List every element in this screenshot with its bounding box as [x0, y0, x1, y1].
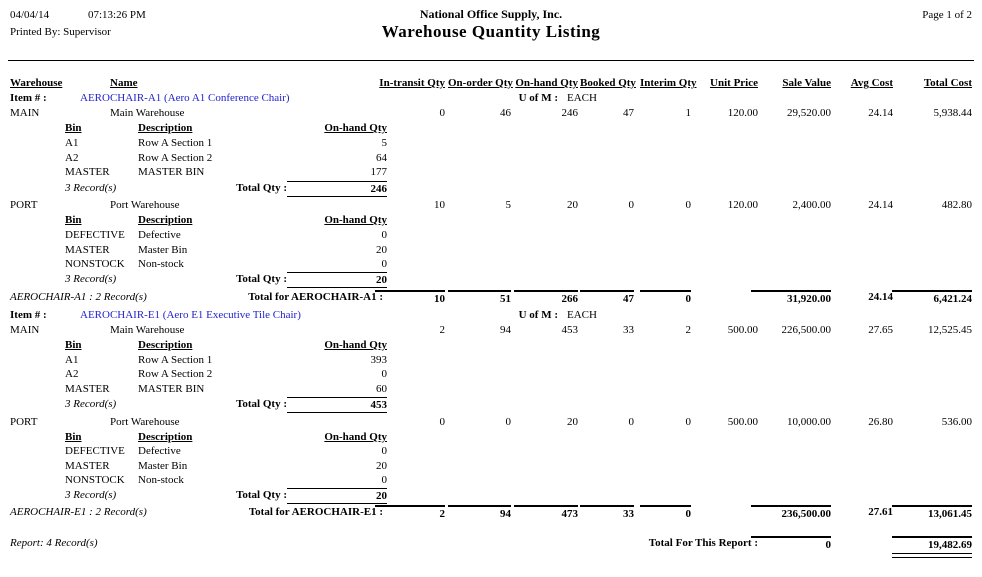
- warehouse-name: Main Warehouse: [110, 107, 185, 119]
- avg-cost: 26.80: [868, 416, 893, 428]
- total-qty-value: 20: [287, 272, 387, 288]
- summary-in-transit: 10: [375, 290, 445, 306]
- warehouse-name: Port Warehouse: [110, 199, 180, 211]
- bin-code: A1: [65, 137, 79, 149]
- summary-interim: 0: [640, 290, 691, 306]
- item-link[interactable]: AEROCHAIR-E1 (Aero E1 Executive Tile Chair): [80, 309, 301, 321]
- bin-total-row: [0, 272, 982, 287]
- bin-row: [0, 353, 982, 368]
- report-total-cost: 19,482.69: [892, 536, 972, 552]
- interim-qty: 1: [685, 107, 691, 119]
- summary-interim: 0: [640, 505, 691, 521]
- unit-price: 120.00: [727, 107, 758, 119]
- warehouse-code: PORT: [10, 199, 38, 211]
- bin-description: MASTER BIN: [138, 383, 205, 395]
- report-record-count: Report: 4 Record(s): [10, 537, 98, 549]
- column-header-sale-value: Sale Value: [782, 77, 831, 89]
- bin-row: [0, 257, 982, 272]
- uofm-label: U of M :: [518, 309, 558, 321]
- sale-value: 2,400.00: [792, 199, 831, 211]
- bin-row: [0, 136, 982, 151]
- bin-description: Non-stock: [138, 474, 184, 486]
- warehouse-row: [0, 106, 982, 121]
- column-header-on-hand: On-hand Qty: [515, 77, 578, 89]
- description-column-header: Description: [138, 122, 193, 134]
- bin-total-row: [0, 397, 982, 412]
- column-header-total-cost: Total Cost: [923, 77, 972, 89]
- bin-total-row: [0, 488, 982, 503]
- on-hand-column-header: On-hand Qty: [324, 122, 387, 134]
- bin-code: MASTER: [65, 166, 110, 178]
- bin-header-row: [0, 430, 982, 445]
- bin-description: Row A Section 1: [138, 354, 213, 366]
- summary-sale-value: 31,920.00: [751, 290, 831, 306]
- summary-avg-cost: 24.14: [868, 291, 893, 303]
- item-total-label: Total for AEROCHAIR-A1 :: [248, 291, 383, 303]
- summary-booked: 33: [580, 505, 634, 521]
- item-header-row: [0, 91, 982, 106]
- bin-record-count: 3 Record(s): [65, 398, 117, 410]
- bin-code: MASTER: [65, 460, 110, 472]
- on-hand-qty: 20: [567, 199, 578, 211]
- total-qty-value: 20: [287, 488, 387, 504]
- item-link[interactable]: AEROCHAIR-A1 (Aero A1 Conference Chair): [80, 92, 290, 104]
- bin-row: [0, 382, 982, 397]
- bin-total-row: [0, 181, 982, 196]
- warehouse-name: Main Warehouse: [110, 324, 185, 336]
- total-cost: 12,525.45: [928, 324, 972, 336]
- report-title: Warehouse Quantity Listing: [381, 22, 601, 41]
- bin-qty: 393: [370, 354, 387, 366]
- item-number-label: Item # :: [10, 309, 47, 321]
- in-transit-qty: 0: [439, 107, 445, 119]
- bin-row: [0, 243, 982, 258]
- sale-value: 10,000.00: [787, 416, 831, 428]
- on-hand-qty: 453: [561, 324, 578, 336]
- bin-description: MASTER BIN: [138, 166, 205, 178]
- interim-qty: 0: [685, 199, 691, 211]
- interim-qty: 2: [685, 324, 691, 336]
- description-column-header: Description: [138, 339, 193, 351]
- description-column-header: Description: [138, 431, 193, 443]
- column-header-unit-price: Unit Price: [710, 77, 758, 89]
- bin-column-header: Bin: [65, 214, 82, 226]
- bin-description: Row A Section 2: [138, 152, 213, 164]
- bin-column-header: Bin: [65, 431, 82, 443]
- on-order-qty: 46: [500, 107, 511, 119]
- uofm-value: EACH: [567, 92, 597, 104]
- total-cost: 5,938.44: [933, 107, 972, 119]
- total-qty-label: Total Qty :: [236, 489, 287, 501]
- bin-header-row: [0, 121, 982, 136]
- report-total-sale-value: 0: [751, 536, 831, 552]
- warehouse-row: [0, 415, 982, 430]
- bin-description: Row A Section 2: [138, 368, 213, 380]
- uofm-label: U of M :: [518, 92, 558, 104]
- printed-by: Printed By: Supervisor: [10, 26, 111, 38]
- column-header-warehouse: Warehouse: [10, 77, 63, 89]
- unit-price: 500.00: [727, 416, 758, 428]
- avg-cost: 27.65: [868, 324, 893, 336]
- booked-qty: 0: [628, 199, 634, 211]
- booked-qty: 0: [628, 416, 634, 428]
- interim-qty: 0: [685, 416, 691, 428]
- bin-qty: 20: [376, 244, 387, 256]
- sale-value: 226,500.00: [781, 324, 831, 336]
- bin-code: DEFECTIVE: [65, 445, 125, 457]
- summary-on-hand: 473: [514, 505, 578, 521]
- column-header-booked: Booked Qty: [580, 77, 636, 89]
- bin-row: [0, 228, 982, 243]
- booked-qty: 47: [623, 107, 634, 119]
- on-hand-column-header: On-hand Qty: [324, 339, 387, 351]
- summary-total-cost: 6,421.24: [892, 290, 972, 306]
- warehouse-row: [0, 198, 982, 213]
- column-header-name: Name: [110, 77, 138, 89]
- report-total-row: [0, 536, 982, 551]
- bin-code: MASTER: [65, 244, 110, 256]
- item-record-count: AEROCHAIR-E1 : 2 Record(s): [10, 506, 147, 518]
- summary-on-order: 94: [448, 505, 511, 521]
- on-order-qty: 5: [505, 199, 511, 211]
- bin-qty: 0: [381, 368, 387, 380]
- bin-qty: 0: [381, 258, 387, 270]
- on-hand-qty: 20: [567, 416, 578, 428]
- report-time: 07:13:26 PM: [88, 9, 146, 21]
- warehouse-code: MAIN: [10, 324, 40, 336]
- in-transit-qty: 2: [439, 324, 445, 336]
- sale-value: 29,520.00: [787, 107, 831, 119]
- bin-header-row: [0, 338, 982, 353]
- report-total-label: Total For This Report :: [648, 537, 758, 549]
- summary-in-transit: 2: [375, 505, 445, 521]
- column-header-on-order: On-order Qty: [448, 77, 513, 89]
- column-header-interim: Interim Qty: [640, 77, 697, 89]
- bin-qty: 177: [370, 166, 387, 178]
- bin-qty: 0: [381, 445, 387, 457]
- avg-cost: 24.14: [868, 199, 893, 211]
- bin-description: Non-stock: [138, 258, 184, 270]
- on-order-qty: 0: [505, 416, 511, 428]
- bin-code: MASTER: [65, 383, 110, 395]
- bin-description: Master Bin: [138, 244, 188, 256]
- column-header-in-transit: In-transit Qty: [379, 77, 445, 89]
- bin-description: Defective: [138, 229, 181, 241]
- item-record-count: AEROCHAIR-A1 : 2 Record(s): [10, 291, 147, 303]
- warehouse-code: PORT: [10, 416, 38, 428]
- header-rule: [8, 60, 974, 61]
- bin-code: DEFECTIVE: [65, 229, 125, 241]
- avg-cost: 24.14: [868, 107, 893, 119]
- summary-on-hand: 266: [514, 290, 578, 306]
- total-qty-label: Total Qty :: [236, 273, 287, 285]
- bin-record-count: 3 Record(s): [65, 182, 117, 194]
- on-hand-column-header: On-hand Qty: [324, 431, 387, 443]
- in-transit-qty: 10: [434, 199, 445, 211]
- summary-sale-value: 236,500.00: [751, 505, 831, 521]
- total-qty-value: 453: [287, 397, 387, 413]
- bin-row: [0, 473, 982, 488]
- total-qty-label: Total Qty :: [236, 398, 287, 410]
- uofm-value: EACH: [567, 309, 597, 321]
- summary-booked: 47: [580, 290, 634, 306]
- bin-qty: 60: [376, 383, 387, 395]
- item-summary-row: [0, 505, 982, 520]
- on-hand-qty: 246: [561, 107, 578, 119]
- item-header-row: [0, 308, 982, 323]
- page-indicator: Page 1 of 2: [922, 9, 972, 21]
- report-date: 04/04/14: [10, 9, 50, 21]
- bin-code: A1: [65, 354, 79, 366]
- warehouse-code: MAIN: [10, 107, 40, 119]
- bin-code: NONSTOCK: [65, 258, 125, 270]
- bin-qty: 20: [376, 460, 387, 472]
- column-header-avg-cost: Avg Cost: [850, 77, 893, 89]
- bin-header-row: [0, 213, 982, 228]
- on-order-qty: 94: [500, 324, 511, 336]
- bin-row: [0, 165, 982, 180]
- item-summary-row: [0, 290, 982, 305]
- bin-qty: 0: [381, 474, 387, 486]
- bin-row: [0, 151, 982, 166]
- warehouse-name: Port Warehouse: [110, 416, 180, 428]
- summary-avg-cost: 27.61: [868, 506, 893, 518]
- bin-qty: 5: [381, 137, 387, 149]
- description-column-header: Description: [138, 214, 193, 226]
- bin-row: [0, 367, 982, 382]
- bin-description: Row A Section 1: [138, 137, 213, 149]
- bin-column-header: Bin: [65, 122, 82, 134]
- total-cost: 536.00: [941, 416, 972, 428]
- in-transit-qty: 0: [439, 416, 445, 428]
- summary-total-cost: 13,061.45: [892, 505, 972, 521]
- bin-code: A2: [65, 368, 79, 380]
- summary-on-order: 51: [448, 290, 511, 306]
- company-name: National Office Supply, Inc.: [419, 7, 563, 21]
- bin-column-header: Bin: [65, 339, 82, 351]
- bin-code: NONSTOCK: [65, 474, 125, 486]
- bin-description: Master Bin: [138, 460, 188, 472]
- bin-row: [0, 444, 982, 459]
- warehouse-row: [0, 323, 982, 338]
- bin-code: A2: [65, 152, 79, 164]
- item-number-label: Item # :: [10, 92, 47, 104]
- unit-price: 500.00: [727, 324, 758, 336]
- item-total-label: Total for AEROCHAIR-E1 :: [248, 506, 383, 518]
- bin-qty: 64: [376, 152, 387, 164]
- grand-total-double-underline: [892, 553, 972, 558]
- column-header-row: [0, 76, 982, 91]
- unit-price: 120.00: [727, 199, 758, 211]
- bin-record-count: 3 Record(s): [65, 489, 117, 501]
- total-qty-label: Total Qty :: [236, 182, 287, 194]
- bin-row: [0, 459, 982, 474]
- total-cost: 482.80: [941, 199, 972, 211]
- bin-qty: 0: [381, 229, 387, 241]
- on-hand-column-header: On-hand Qty: [324, 214, 387, 226]
- booked-qty: 33: [623, 324, 634, 336]
- bin-record-count: 3 Record(s): [65, 273, 117, 285]
- total-qty-value: 246: [287, 181, 387, 197]
- bin-description: Defective: [138, 445, 181, 457]
